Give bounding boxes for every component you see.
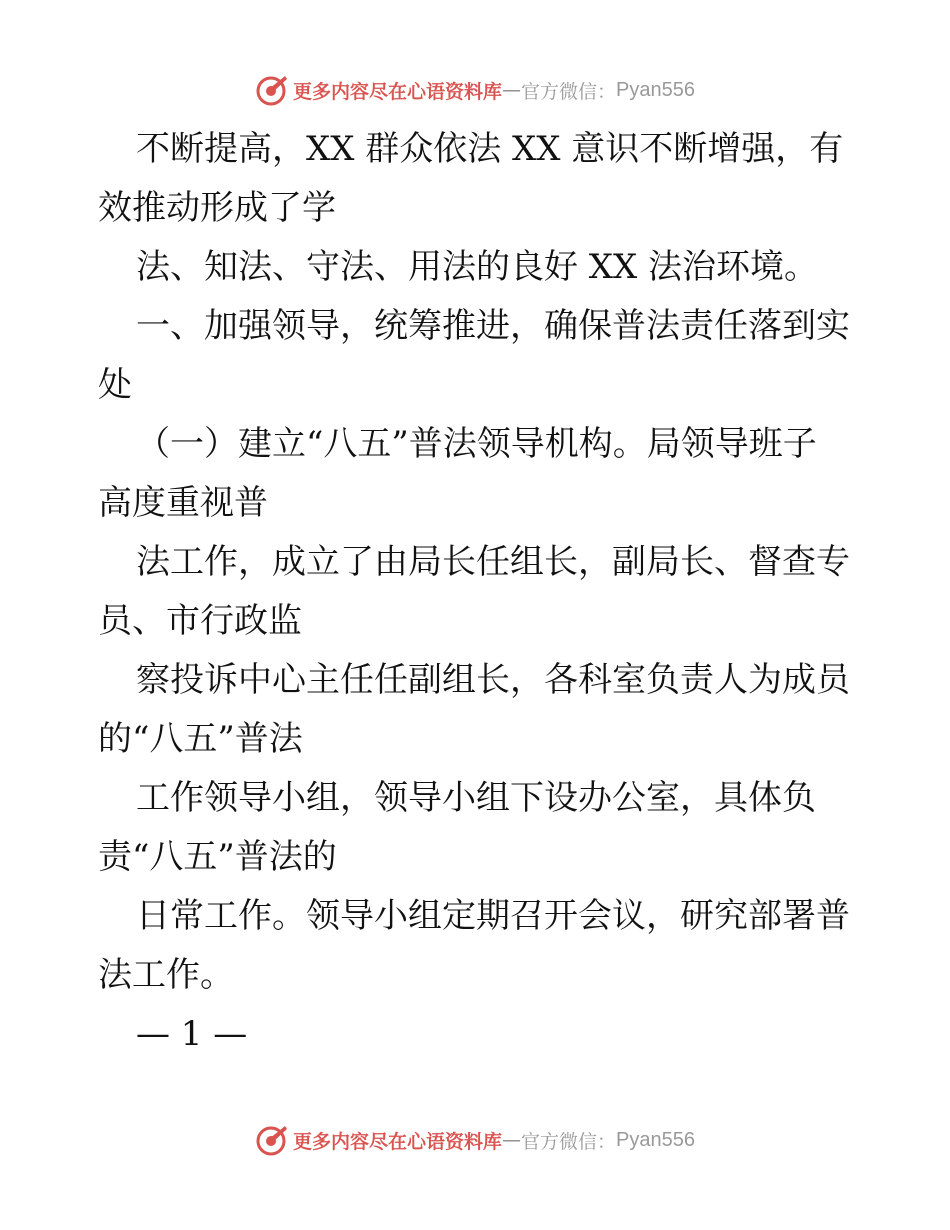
page-number: — 1 —: [136, 1014, 248, 1054]
body-line: 察投诉中心主任任副组长，各科室负责人为成员: [136, 660, 850, 700]
watermark-wechat-id: Pyan556: [616, 78, 695, 101]
watermark-wechat-id: Pyan556: [616, 1128, 695, 1151]
body-line: 不断提高，XX 群众依法 XX 意识不断增强，有: [136, 129, 844, 169]
body-line: 日常工作。领导小组定期召开会议，研究部署普: [136, 896, 850, 936]
watermark-dash: —: [502, 1129, 522, 1151]
watermark-banner-top: [0, 70, 950, 110]
body-line: 法工作，成立了由局长任组长，副局长、督查专: [136, 542, 850, 582]
watermark-red-text: 更多内容尽在心语资料库: [293, 80, 503, 103]
body-line: 法、知法、守法、用法的良好 XX 法治环境。: [136, 247, 819, 287]
watermark-banner-bottom: [0, 1120, 950, 1160]
watermark-red-text: 更多内容尽在心语资料库: [293, 1130, 503, 1153]
section-heading-line: 一、加强领导，统筹推进，确保普法责任落到实: [136, 306, 850, 346]
body-line: 效推动形成了学: [98, 188, 336, 228]
watermark-dash: —: [502, 79, 522, 101]
body-line: 法工作。: [98, 955, 234, 995]
body-line: 工作领导小组，领导小组下设办公室，具体负: [136, 778, 816, 818]
body-line: 高度重视普: [98, 483, 268, 523]
body-line: 员、市行政监: [98, 601, 302, 641]
pen-circle-logo-icon: [255, 73, 289, 107]
body-line: （一）建立“八五”普法领导机构。局领导班子: [136, 424, 817, 464]
watermark-gray-text: 官方微信：: [521, 1130, 617, 1153]
document-body: [98, 120, 858, 1064]
watermark-gray-text: 官方微信：: [521, 80, 617, 103]
pen-circle-logo-icon: [255, 1123, 289, 1157]
body-line: 责“八五”普法的: [98, 837, 337, 877]
section-heading-line: 处: [98, 365, 132, 405]
body-line: 的“八五”普法: [98, 719, 303, 759]
